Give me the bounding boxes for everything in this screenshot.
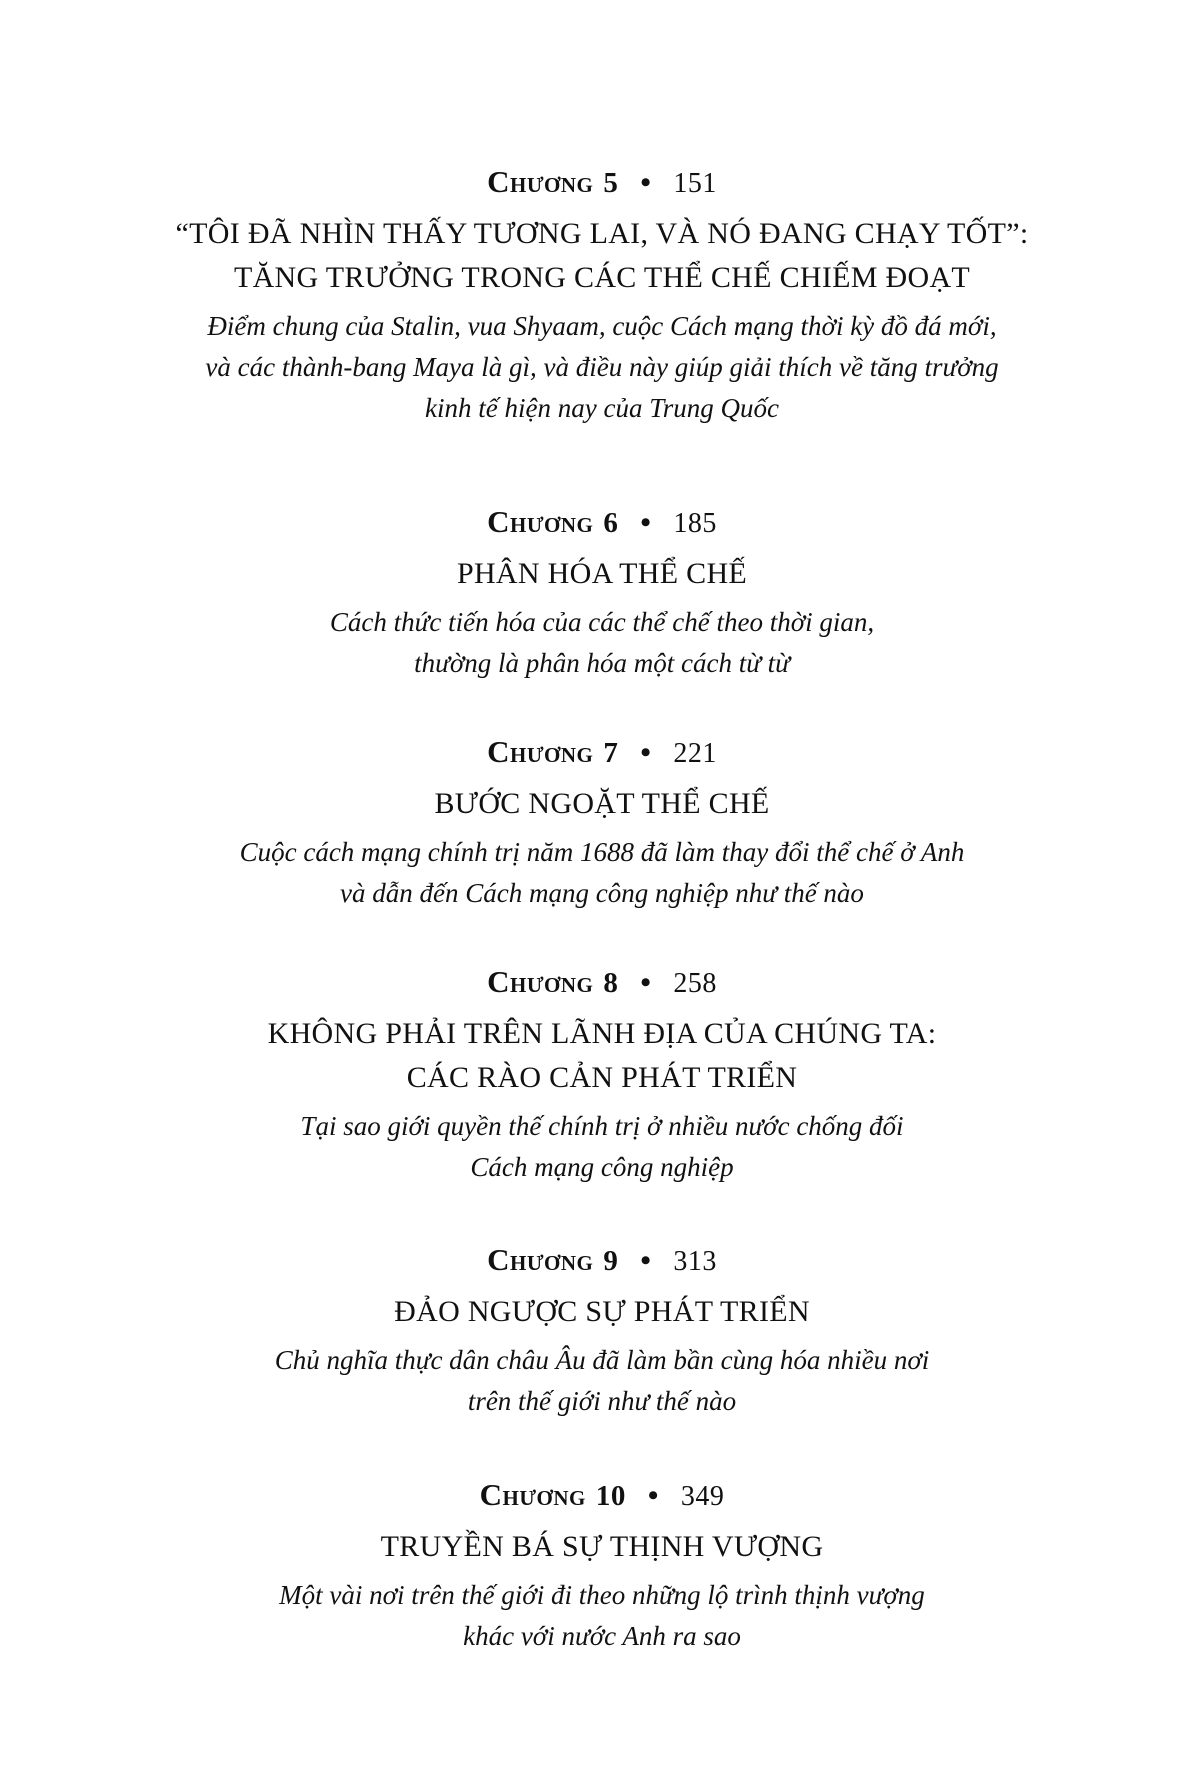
chapter-label: HƯƠNG (509, 973, 594, 997)
chapter-description-line: kinh tế hiện nay của Trung Quốc (425, 393, 779, 423)
chapter-label-initial: C (487, 734, 510, 769)
chapter-title (0, 552, 1204, 596)
chapter-description-line: Cách thức tiến hóa của các thể chế theo thời gian, (329, 607, 875, 637)
chapter-title-line: TRUYỀN BÁ SỰ THỊNH VƯỢNG (380, 1530, 824, 1563)
chapter-description (0, 1575, 1204, 1657)
chapter-heading (0, 732, 1204, 772)
chapter-title-line: CÁC RÀO CẢN PHÁT TRIỂN (406, 1061, 798, 1094)
chapter-entry-9 (0, 1240, 1204, 1422)
chapter-page-number: 221 (673, 738, 717, 769)
chapter-description-line: Chủ nghĩa thực dân châu Âu đã làm bần cùng hóa nhiều nơi (274, 1345, 930, 1375)
chapter-number: 10 (595, 1480, 626, 1512)
chapter-description (0, 602, 1204, 684)
chapter-heading (0, 162, 1204, 202)
chapter-description-line: trên thế giới như thế nào (467, 1386, 737, 1416)
chapter-title (0, 782, 1204, 826)
chapter-description-line: Cách mạng công nghiệp (470, 1152, 734, 1182)
chapter-entry-8 (0, 962, 1204, 1188)
chapter-title-line: KHÔNG PHẢI TRÊN LÃNH ĐỊA CỦA CHÚNG TA: (267, 1017, 937, 1050)
chapter-entry-6 (0, 502, 1204, 684)
chapter-page-number: 313 (673, 1246, 717, 1277)
chapter-heading (0, 962, 1204, 1002)
chapter-label: HƯƠNG (502, 1486, 586, 1510)
chapter-title (0, 1290, 1204, 1334)
chapter-number: 7 (603, 737, 619, 769)
chapter-page-number: 258 (673, 968, 717, 999)
chapter-description-line: và các thành-bang Maya là gì, và điều này giúp giải thích về tăng trưởng (205, 352, 999, 382)
chapter-description-line: thường là phân hóa một cách từ từ (414, 648, 790, 678)
chapter-number: 9 (603, 1245, 619, 1277)
chapter-description (0, 1106, 1204, 1188)
chapter-heading (0, 1475, 1204, 1515)
chapter-entry-10 (0, 1475, 1204, 1657)
bullet-separator: • (640, 966, 652, 999)
chapter-label-initial: C (487, 504, 510, 539)
chapter-entry-7 (0, 732, 1204, 914)
chapter-description-line: và dẫn đến Cách mạng công nghiệp như thế nào (340, 878, 864, 908)
chapter-label-initial: C (487, 164, 510, 199)
chapter-title-line: “TÔI ĐÃ NHÌN THẤY TƯƠNG LAI, VÀ NÓ ĐANG CHẠY TỐT”: (175, 217, 1029, 250)
chapter-description-line: Điểm chung của Stalin, vua Shyaam, cuộc Cách mạng thời kỳ đồ đá mới, (207, 311, 997, 341)
chapter-description (0, 1340, 1204, 1422)
chapter-label-initial: C (487, 964, 510, 999)
chapter-title (0, 212, 1204, 300)
chapter-label: HƯƠNG (509, 1251, 594, 1275)
chapter-label-initial: C (487, 1242, 510, 1277)
chapter-title-line: ĐẢO NGƯỢC SỰ PHÁT TRIỂN (394, 1295, 810, 1328)
chapter-title-line: PHÂN HÓA THỂ CHẾ (456, 557, 748, 590)
chapter-description (0, 832, 1204, 914)
chapter-number: 8 (603, 967, 619, 999)
chapter-entry-5 (0, 162, 1204, 429)
chapter-title-line: BƯỚC NGOẶT THỂ CHẾ (434, 787, 770, 820)
chapter-number: 5 (603, 167, 619, 199)
chapter-heading (0, 502, 1204, 542)
chapter-label-initial: C (479, 1477, 503, 1512)
chapter-page-number: 349 (680, 1481, 725, 1512)
chapter-page-number: 151 (673, 168, 717, 199)
chapter-title (0, 1525, 1204, 1569)
bullet-separator: • (640, 1244, 652, 1277)
chapter-label: HƯƠNG (509, 173, 594, 197)
chapter-description-line: Cuộc cách mạng chính trị năm 1688 đã làm thay đổi thể chế ở Anh (239, 837, 965, 867)
chapter-label: HƯƠNG (509, 743, 594, 767)
chapter-description-line: Tại sao giới quyền thế chính trị ở nhiều nước chống đối (300, 1111, 904, 1141)
bullet-separator: • (640, 506, 652, 539)
chapter-description-line: Một vài nơi trên thế giới đi theo những lộ trình thịnh vượng (279, 1580, 925, 1610)
chapter-label: HƯƠNG (509, 513, 594, 537)
bullet-separator: • (640, 166, 652, 199)
chapter-page-number: 185 (673, 508, 717, 539)
bullet-separator: • (647, 1479, 659, 1512)
chapter-title (0, 1012, 1204, 1100)
chapter-description-line: khác với nước Anh ra sao (463, 1621, 741, 1651)
bullet-separator: • (640, 736, 652, 769)
chapter-heading (0, 1240, 1204, 1280)
chapter-title-line: TĂNG TRƯỞNG TRONG CÁC THỂ CHẾ CHIẾM ĐOẠT (233, 261, 971, 294)
chapter-description (0, 306, 1204, 429)
chapter-number: 6 (603, 507, 619, 539)
